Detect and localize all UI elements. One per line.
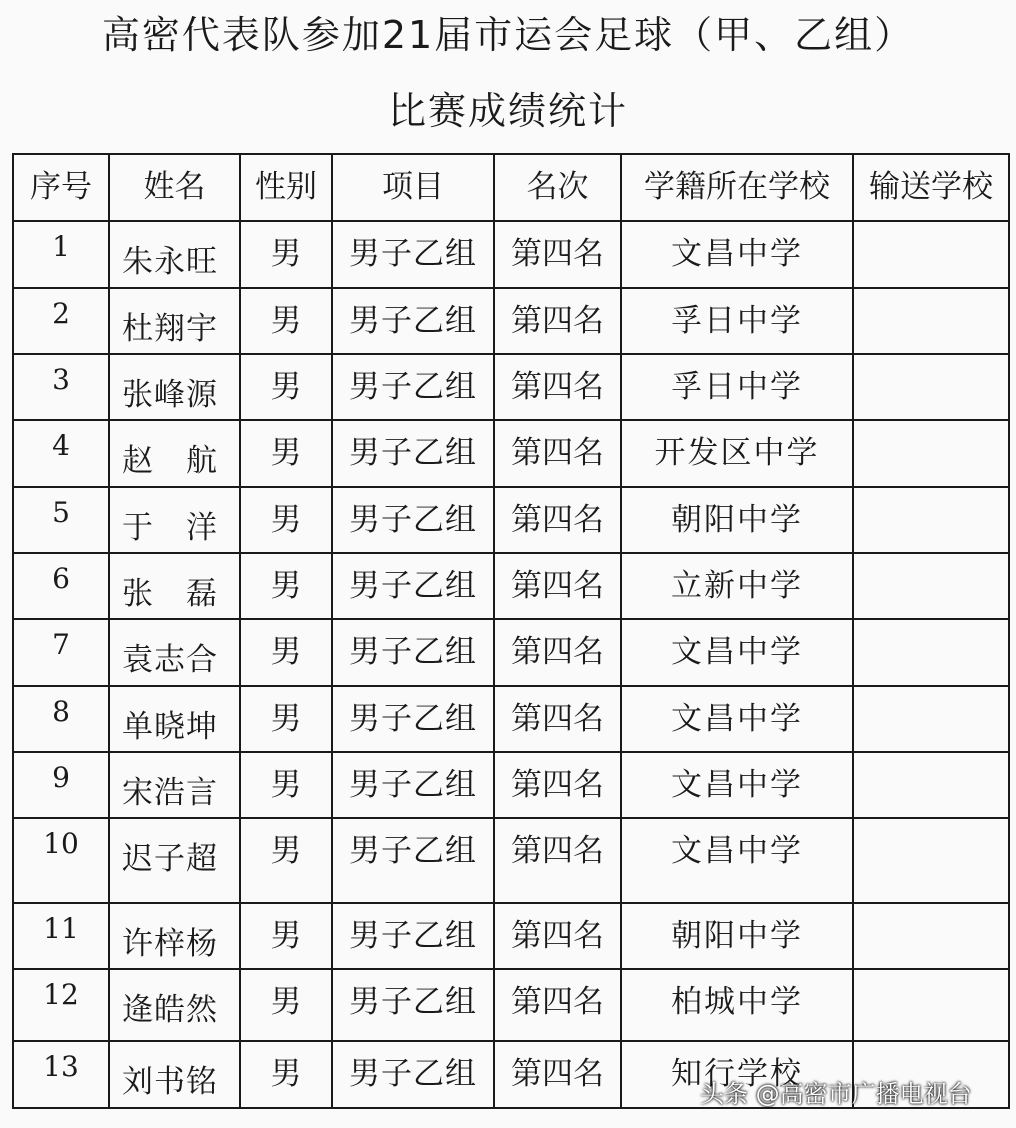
header-name: 姓名: [109, 154, 240, 221]
row-number: 3: [13, 354, 109, 420]
feeder-school-cell: [853, 686, 1009, 752]
sex-cell: 男: [240, 818, 332, 903]
athlete-name: 袁志合: [109, 619, 240, 686]
feeder-school-cell: [853, 221, 1009, 288]
event-cell: 男子乙组: [332, 1041, 494, 1108]
event-cell: 男子乙组: [332, 420, 494, 487]
header-no: 序号: [13, 154, 109, 221]
event-cell: 男子乙组: [332, 288, 494, 354]
header-sex: 性别: [240, 154, 332, 221]
row-number: 8: [13, 686, 109, 752]
athlete-name: 赵 航: [109, 420, 240, 487]
school-cell: 文昌中学: [621, 221, 853, 288]
document-title: 高密代表队参加21届市运会足球（甲、乙组）: [101, 13, 915, 57]
event-cell: 男子乙组: [332, 619, 494, 686]
athlete-name: 朱永旺: [109, 221, 240, 288]
event-cell: 男子乙组: [332, 354, 494, 420]
sex-cell: 男: [240, 553, 332, 619]
school-cell: 孚日中学: [621, 288, 853, 354]
school-cell: 立新中学: [621, 553, 853, 619]
row-number: 10: [13, 818, 109, 903]
sex-cell: 男: [240, 288, 332, 354]
feeder-school-cell: [853, 553, 1009, 619]
table-row: [13, 619, 1009, 686]
document-subtitle: 比赛成绩统计: [387, 89, 628, 133]
event-cell: 男子乙组: [332, 553, 494, 619]
sex-cell: 男: [240, 903, 332, 969]
feeder-school-cell: [853, 487, 1009, 553]
athlete-name: 于 洋: [109, 487, 240, 553]
row-number: 12: [13, 969, 109, 1041]
row-number: 5: [13, 487, 109, 553]
sex-cell: 男: [240, 619, 332, 686]
sex-cell: 男: [240, 969, 332, 1041]
results-table: [12, 153, 1010, 1109]
rank-cell: 第四名: [494, 818, 621, 903]
row-number: 1: [13, 221, 109, 288]
header-feeder-school: 输送学校: [853, 154, 1009, 221]
rank-cell: 第四名: [494, 752, 621, 818]
sex-cell: 男: [240, 686, 332, 752]
watermark: 头条 @高密市广播电视台: [700, 1080, 972, 1108]
table-row: [13, 420, 1009, 487]
school-cell: 柏城中学: [621, 969, 853, 1041]
school-cell: 开发区中学: [621, 420, 853, 487]
row-number: 6: [13, 553, 109, 619]
event-cell: 男子乙组: [332, 686, 494, 752]
athlete-name: 宋浩言: [109, 752, 240, 818]
event-cell: 男子乙组: [332, 903, 494, 969]
school-cell: 文昌中学: [621, 619, 853, 686]
feeder-school-cell: [853, 818, 1009, 903]
event-cell: 男子乙组: [332, 221, 494, 288]
rank-cell: 第四名: [494, 221, 621, 288]
rank-cell: 第四名: [494, 1041, 621, 1108]
row-number: 7: [13, 619, 109, 686]
row-number: 11: [13, 903, 109, 969]
school-cell: 朝阳中学: [621, 487, 853, 553]
athlete-name: 刘书铭: [109, 1041, 240, 1108]
sex-cell: 男: [240, 420, 332, 487]
sex-cell: 男: [240, 221, 332, 288]
athlete-name: 杜翔宇: [109, 288, 240, 354]
table-row: [13, 487, 1009, 553]
rank-cell: 第四名: [494, 553, 621, 619]
sex-cell: 男: [240, 354, 332, 420]
athlete-name: 张峰源: [109, 354, 240, 420]
school-cell: 文昌中学: [621, 818, 853, 903]
table-row: [13, 969, 1009, 1041]
school-cell: 知行学校: [621, 1041, 853, 1108]
rank-cell: 第四名: [494, 686, 621, 752]
header-school: 学籍所在学校: [621, 154, 853, 221]
row-number: 2: [13, 288, 109, 354]
sex-cell: 男: [240, 752, 332, 818]
feeder-school-cell: [853, 903, 1009, 969]
school-cell: 文昌中学: [621, 686, 853, 752]
feeder-school-cell: [853, 969, 1009, 1041]
feeder-school-cell: [853, 619, 1009, 686]
row-number: 4: [13, 420, 109, 487]
athlete-name: 张 磊: [109, 553, 240, 619]
table-body: [13, 221, 1009, 1108]
rank-cell: 第四名: [494, 288, 621, 354]
rank-cell: 第四名: [494, 969, 621, 1041]
sex-cell: 男: [240, 1041, 332, 1108]
rank-cell: 第四名: [494, 420, 621, 487]
rank-cell: 第四名: [494, 619, 621, 686]
table-row: [13, 221, 1009, 288]
school-cell: 文昌中学: [621, 752, 853, 818]
table-row: [13, 553, 1009, 619]
rank-cell: 第四名: [494, 487, 621, 553]
event-cell: 男子乙组: [332, 969, 494, 1041]
rank-cell: 第四名: [494, 354, 621, 420]
table-header-row: [13, 154, 1009, 221]
table-row: [13, 818, 1009, 903]
row-number: 13: [13, 1041, 109, 1108]
school-cell: 朝阳中学: [621, 903, 853, 969]
table-row: [13, 752, 1009, 818]
header-rank: 名次: [494, 154, 621, 221]
sex-cell: 男: [240, 487, 332, 553]
table-row: [13, 686, 1009, 752]
header-event: 项目: [332, 154, 494, 221]
athlete-name: 迟子超: [109, 818, 240, 903]
table-row: [13, 903, 1009, 969]
table-row: [13, 288, 1009, 354]
event-cell: 男子乙组: [332, 818, 494, 903]
event-cell: 男子乙组: [332, 487, 494, 553]
table-row: [13, 354, 1009, 420]
feeder-school-cell: [853, 288, 1009, 354]
rank-cell: 第四名: [494, 903, 621, 969]
feeder-school-cell: [853, 752, 1009, 818]
school-cell: 孚日中学: [621, 354, 853, 420]
athlete-name: 许梓杨: [109, 903, 240, 969]
feeder-school-cell: [853, 420, 1009, 487]
event-cell: 男子乙组: [332, 752, 494, 818]
athlete-name: 单晓坤: [109, 686, 240, 752]
athlete-name: 逄皓然: [109, 969, 240, 1041]
row-number: 9: [13, 752, 109, 818]
feeder-school-cell: [853, 354, 1009, 420]
